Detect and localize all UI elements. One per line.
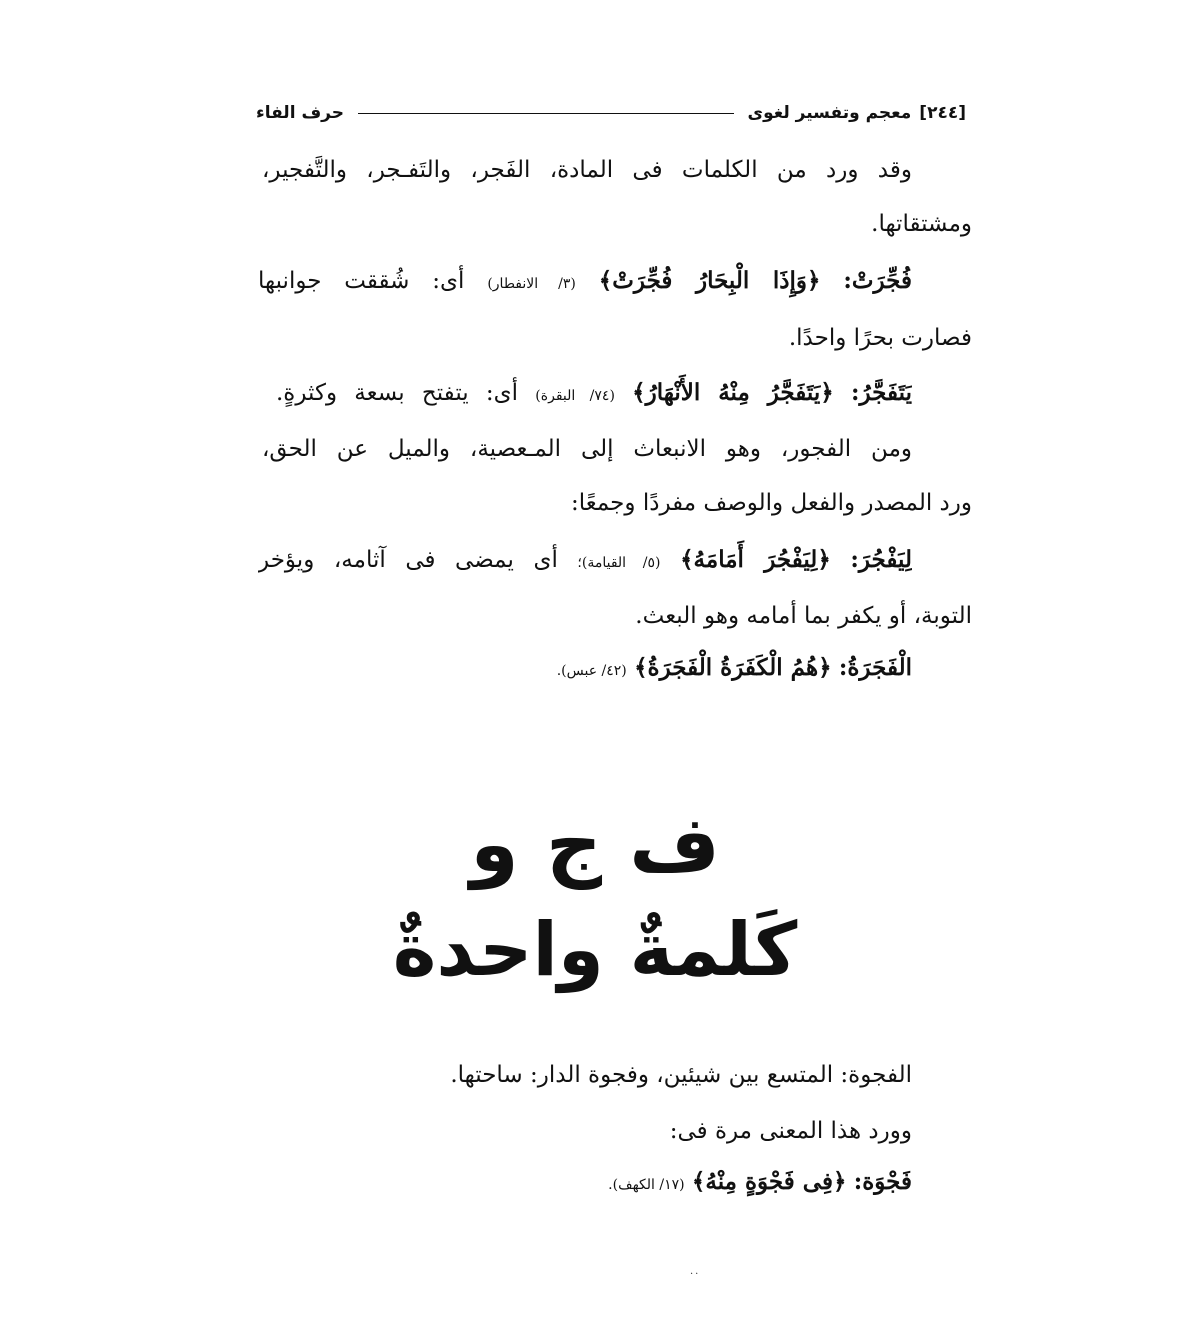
chapter-name: حرف الفاء [256, 103, 345, 123]
entry-lemma: يَتَفَجَّرُ: [850, 379, 912, 406]
quran-verse: ﴿فِى فَجْوَةٍ مِنْهُ﴾ [691, 1168, 847, 1195]
quran-verse: ﴿وَإِذَا الْبِحَارُ فُجِّرَتْ﴾ [598, 267, 821, 294]
verse-reference: (٣/ الانفطار) [487, 276, 576, 292]
quran-verse: ﴿يَتَفَجَّرُ مِنْهُ الأَنْهَارُ﴾ [632, 379, 834, 406]
entry-gloss: أى: يتفتح بسعة وكثرةٍ. [276, 380, 519, 406]
occurrence-line: وورد هذا المعنى مرة فى: [669, 1118, 912, 1144]
verse-reference: (٤٢/ عبس). [556, 663, 627, 679]
verse-reference: (٧٤/ البقرة) [535, 388, 615, 404]
paragraph-line-1: ومن الفجور، وهو الانبعاث إلى المـعصية، والميل عن الحق، [262, 436, 912, 462]
definition-line: الفجوة: المتسع بين شيئين، وفجوة الدار: ساحتها. [450, 1062, 912, 1088]
root-title: ف ج و [470, 800, 720, 890]
entry-gloss: أى يمضى فى آثامه، ويؤخر [258, 547, 558, 573]
running-header [256, 98, 966, 128]
page-number: [٢٤٤] [919, 103, 966, 123]
entry-lemma: فَجْوَة: [853, 1168, 912, 1195]
entry-lemma: لِيَفْجُرَ: [850, 546, 912, 573]
intro-line-1: وقد ورد من الكلمات فى المادة، الفَجر، والتَفـجر، والتَّفجير، [262, 157, 912, 183]
intro-line-2: ومشتقاتها. [871, 211, 972, 237]
verse-reference: (٥/ القيامة)؛ [577, 555, 661, 571]
entry-fujjirat [258, 261, 912, 303]
entry-lemma: الْفَجَرَةُ: [838, 654, 912, 681]
header-rule [358, 113, 734, 114]
root-subtitle: كَلمةٌ واحدةٌ [392, 907, 798, 993]
entry-lemma: فُجِّرَتْ: [843, 267, 912, 294]
entry-liyafjur [258, 540, 912, 582]
entry-fajwa [340, 1162, 912, 1204]
verse-reference: (١٧/ الكهف). [608, 1177, 685, 1193]
footer-mark: .. [690, 1266, 701, 1277]
entry-fujjirat-cont: فصارت بحرًا واحدًا. [788, 325, 972, 351]
paragraph-line-2: ورد المصدر والفعل والوصف مفردًا وجمعًا: [571, 490, 972, 516]
entry-liyafjur-cont: التوبة، أو يكفر بما أمامه وهو البعث. [635, 603, 972, 629]
book-title: معجم وتفسير لغوى [747, 103, 912, 123]
quran-verse: ﴿هُمُ الْكَفَرَةُ الْفَجَرَةُ﴾ [634, 654, 832, 681]
entry-gloss: أى: شُققت جوانبها [258, 268, 465, 294]
entry-yatafajjar [276, 373, 912, 415]
quran-verse: ﴿لِيَفْجُرَ أَمَامَهُ﴾ [680, 546, 831, 573]
entry-alfajara [262, 648, 912, 690]
